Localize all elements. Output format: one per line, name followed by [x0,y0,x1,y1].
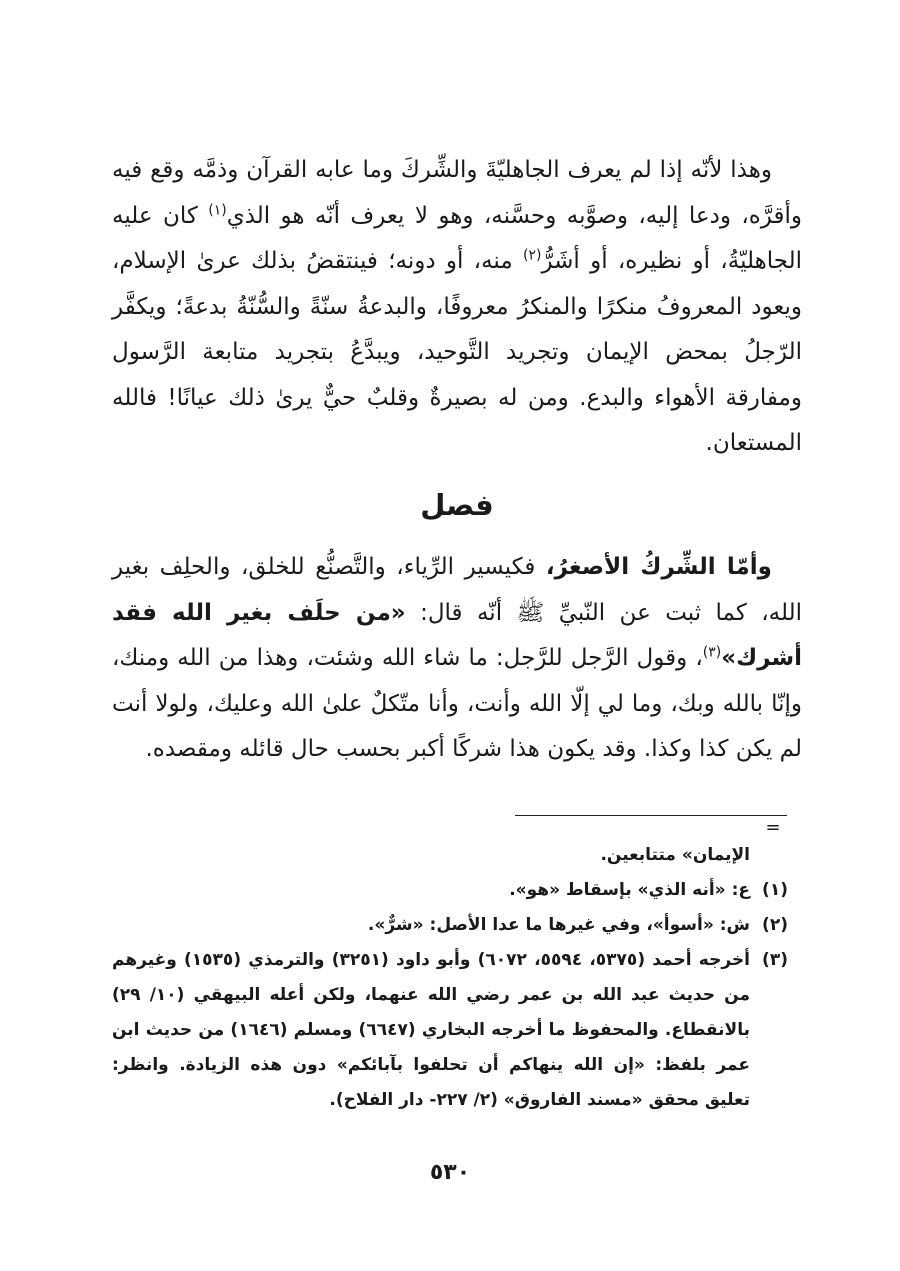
footnote-item [112,873,788,908]
footnote-text: ش: «أسوأ»، وفي غيرها ما عدا الأصل: «شرٌّ». [367,915,750,935]
section-text-b: ، وقول الرَّجل للرَّجل: ما شاء الله وشئت، وهذا من الله ومنك، وإنّا بالله وبك، وما لي إلّا الله وأنت، وأنا متّكلٌ علىٰ الله وعليك، ولولا أنت لم يكن كذا وكذا. وقد يكون هذا شركًا أكبر بحسب حال قائله ومقصده. [112,645,802,762]
paragraph-1 [112,148,802,467]
footnote-number: (٣) [762,950,788,970]
hadith-quote: «من حلَف بغير الله فقد أشرك» [112,599,802,671]
footnote-ref-1[interactable]: (١) [208,201,227,218]
footnote-ref-2[interactable]: (٢) [522,247,542,264]
footnote-continuation-text: الإيمان» متتابعين. [600,845,750,865]
footnote-continuation-mark: = [765,817,781,838]
footnote-text: ع: «أنه الذي» بإسقاط «هو». [509,880,750,900]
footnote-number: (١) [762,880,788,900]
footnote-text: أخرجه أحمد (٥٣٧٥، ٥٥٩٤، ٦٠٧٢) وأبو داود (٣٢٥١) والترمذي (١٥٣٥) وغيرهم من حديث عبد الله بن عمر رضي الله عنهما، ولكن أعله البيهقي (١٠/ ٢٩) بالانقطاع. والمحفوظ ما أخرجه البخاري (٦٦٤٧) ومسلم (١٦٤٦) من حديث ابن عمر بلفظ: «إن الله ينهاكم أن تحلفوا بآبائكم» دون هذه الزيادة. وانظر: تعليق محقق «مسند الفاروق» (٢/ ٢٢٧- دار الفلاح). [112,950,750,1110]
section-paragraph [112,545,802,773]
footnote-item [112,943,788,1118]
section-lead: وأمّا الشِّركُ الأصغرُ، [545,554,772,580]
main-text-block [112,148,802,467]
footnote-separator [515,815,787,816]
footnotes-block [112,838,788,1118]
section-heading: فصل [420,488,494,522]
paragraph-1-text-a: وهذا لأنّه إذا لم يعرف الجاهليّةَ والشِّركَ وما عابه القرآن وذمَّه وقع فيه وأقرَّه، ودعا إليه، وصوَّبه وحسَّنه، وهو لا يعرف أنّه هو الذي [112,157,802,229]
paragraph-1-text-b: كان عليه الجاهليّةُ، أو نظيره، أو أشَرُّ [112,202,802,274]
footnote-ref-3[interactable]: (٣) [702,644,722,661]
footnote-item [112,908,788,943]
paragraph-1-text-c: منه، أو دونه؛ فينتقضُ بذلك عرىٰ الإسلام، ويعود المعروفُ منكرًا والمنكرُ معروفًا، والبدعةُ سنّةً والسُّنّةُ بدعةً؛ ويكفَّر الرّجلُ بمحض الإيمان وتجريد التَّوحيد، ويبدَّعُ بتجريد متابعة الرَّسول ومفارقة الأهواء والبدع. ومن له بصيرةٌ وقلبٌ حيٌّ يرىٰ ذلك عيانًا! فالله المستعان. [112,248,802,456]
footnote-number: (٢) [762,915,788,935]
section-text-a: فكيسير الرِّياء، والتَّصنُّع للخلق، والحلِف بغير الله، كما ثبت عن النّبيِّ ﷺ أنّه قال: [112,554,802,626]
page-number: ٥٣٠ [429,1160,471,1185]
section-text-block [112,545,802,773]
